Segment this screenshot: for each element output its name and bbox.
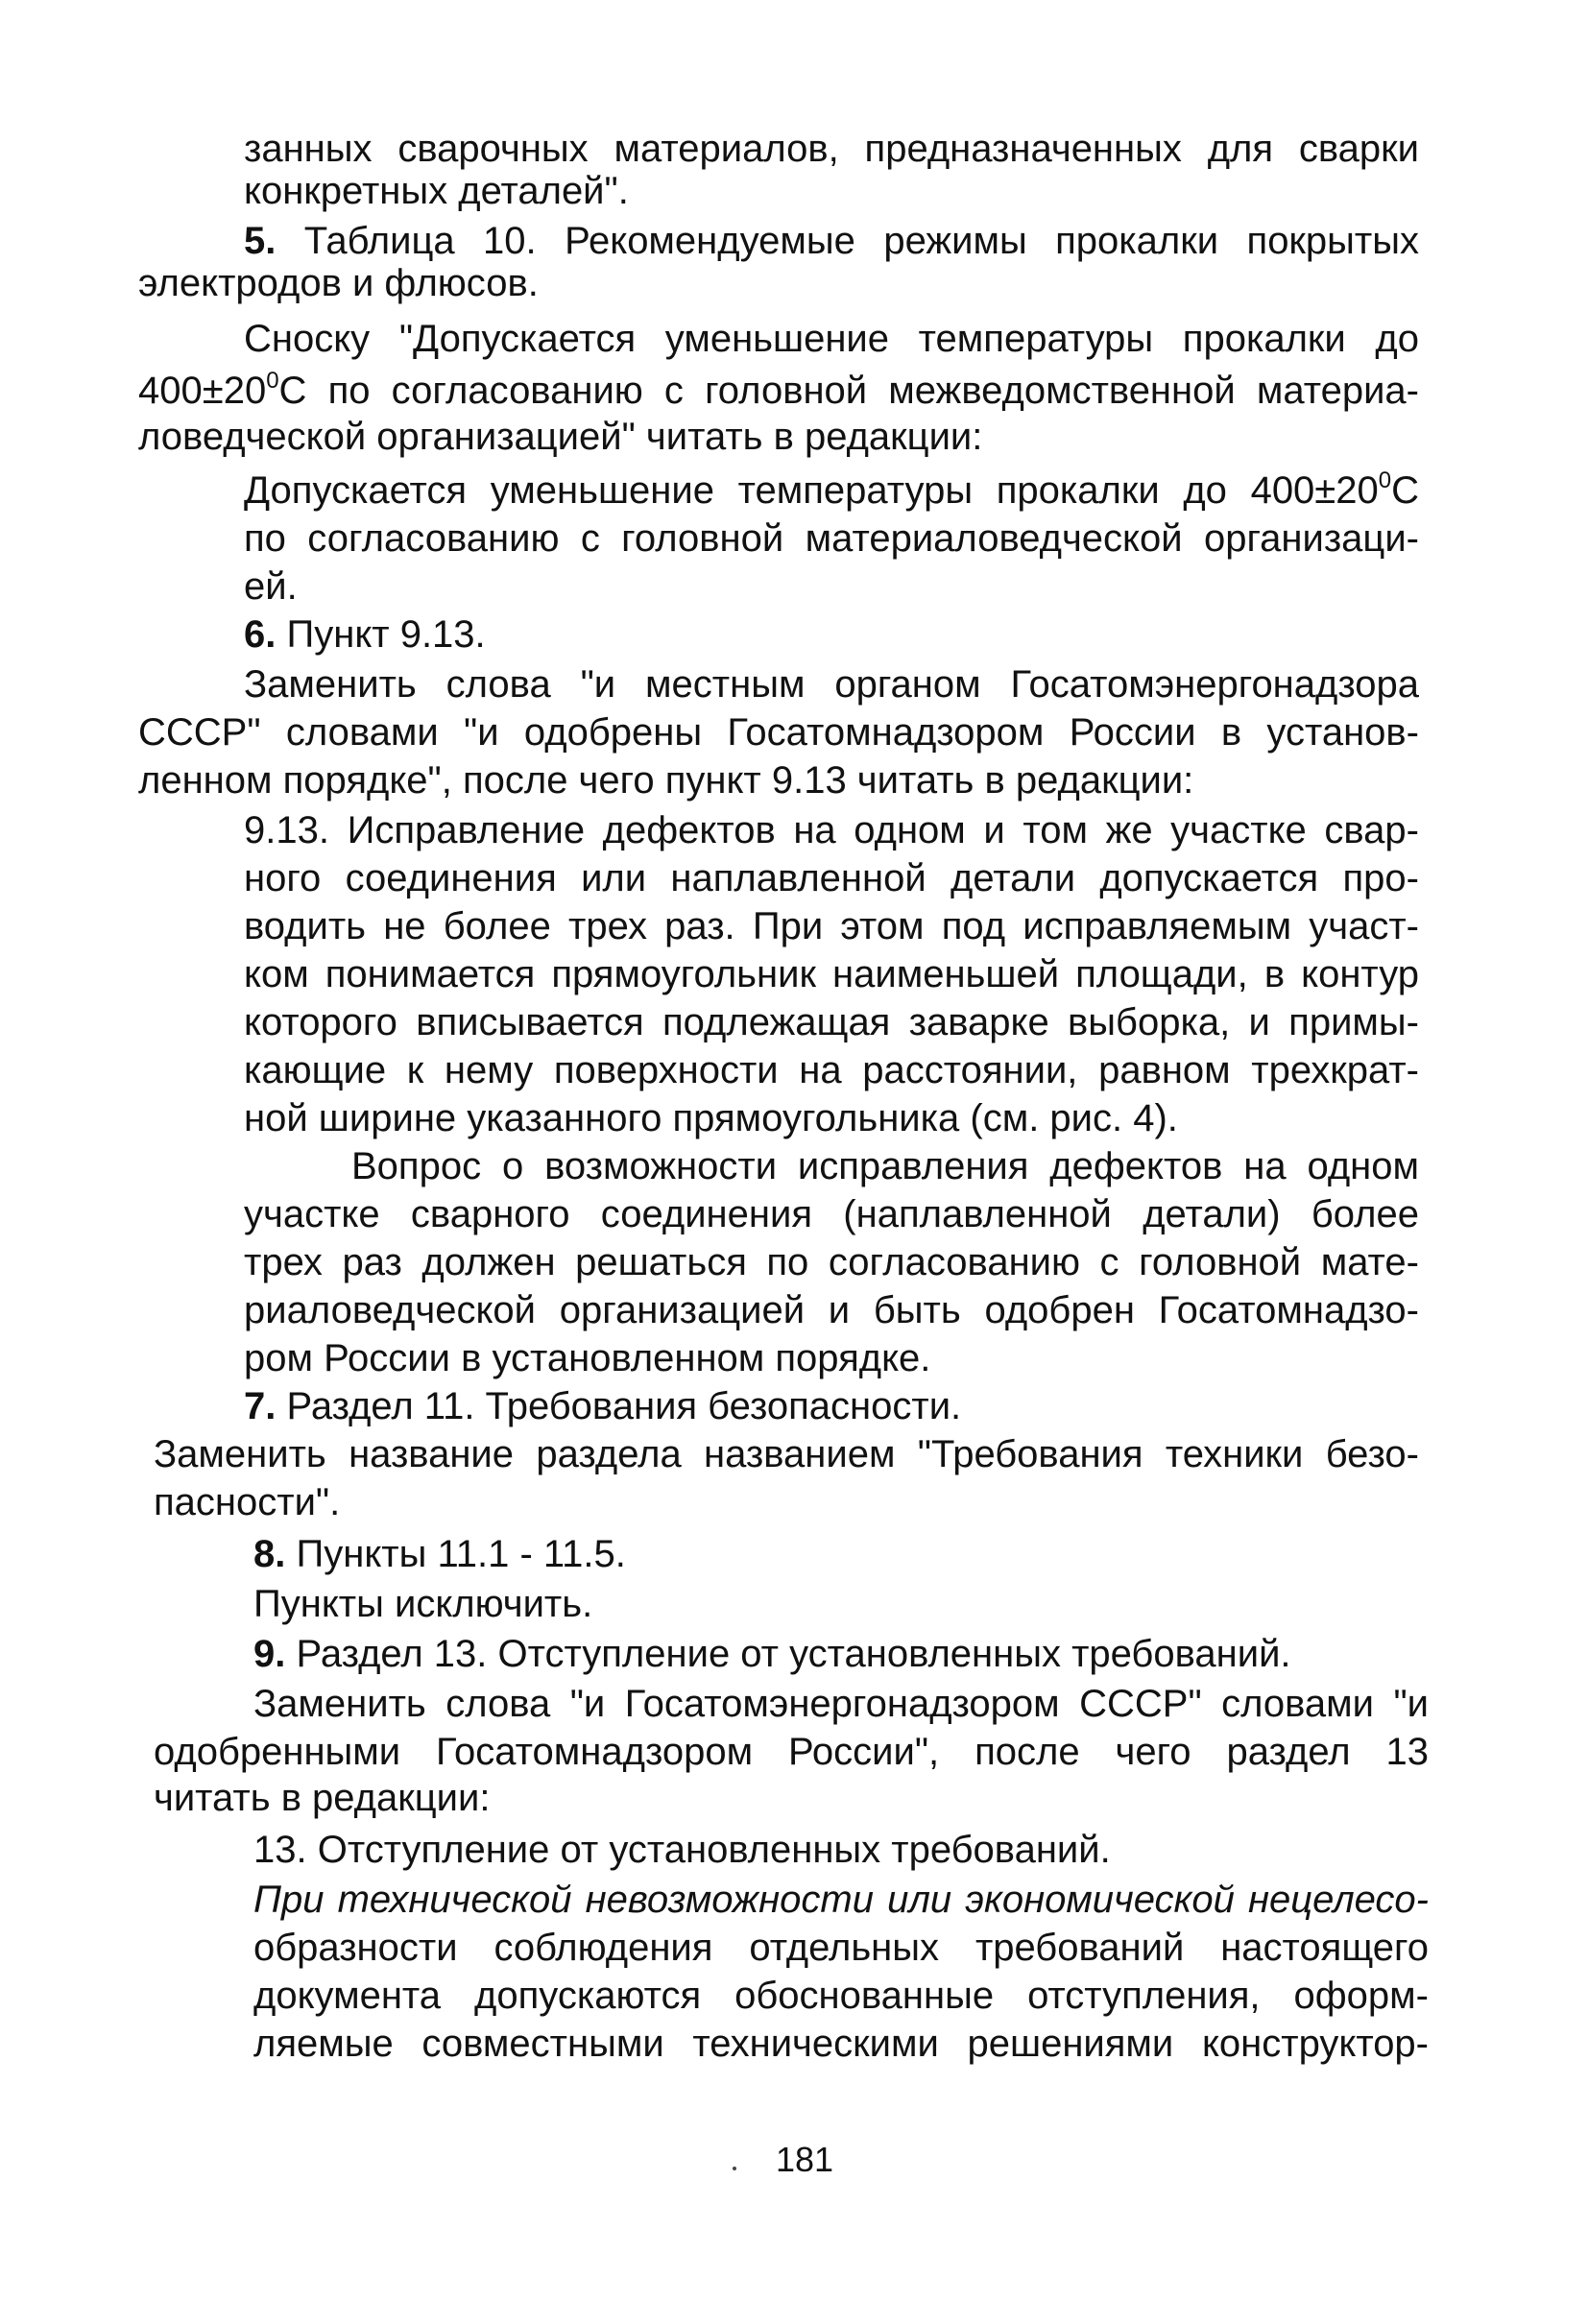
degree-superscript: 0: [266, 368, 279, 394]
text-line: [244, 167, 629, 215]
text-line: [138, 708, 1419, 756]
text-line-content: Пункт 9.13.: [276, 613, 486, 656]
amendment-item-9: [253, 1630, 1291, 1678]
text-line: [154, 1478, 340, 1526]
text-line: [138, 259, 539, 307]
text-line: [253, 1580, 592, 1628]
text-line: [253, 2020, 1429, 2068]
text-line-content: трех раз должен решаться по согласованию с головной мате-: [244, 1241, 1419, 1283]
text-line: [138, 413, 982, 461]
text-line-content: водить не более трех раз. При этом под исправляемым участ-: [244, 905, 1419, 947]
text-line: [244, 806, 1419, 854]
text-line-content: Вопрос о возможности исправления дефектов на одном: [351, 1145, 1419, 1187]
text-line: [253, 1972, 1429, 2020]
amendment-item-5: [244, 217, 1419, 265]
text-line-content: риаловедческой организацией и быть одобрен Госатомнадзо-: [244, 1289, 1419, 1331]
text-line: [138, 756, 1193, 804]
text-line-content: Сноску "Допускается уменьшение температуры прокалки до: [244, 318, 1419, 360]
text-line-content: одобренными Госатомнадзором России", после чего раздел 13: [154, 1731, 1429, 1773]
text-line-content: ей.: [244, 565, 298, 608]
text-line-content: Пункты 11.1 - 11.5.: [285, 1533, 626, 1575]
text-line-content: Допускается уменьшение температуры прокалки до 400±20: [244, 469, 1379, 512]
text-line: [244, 950, 1419, 998]
item-number: 6.: [244, 613, 277, 656]
text-line-content: 13. Отступление от установленных требований.: [253, 1829, 1111, 1871]
section-heading: [253, 1826, 1111, 1874]
text-line-content: 400±20: [138, 370, 267, 412]
text-line-content: Заменить название раздела названием "Требования техники безо-: [154, 1433, 1419, 1475]
text-line-content: ловедческой организацией" читать в редакции:: [138, 416, 983, 458]
text-line-content: читать в редакции:: [154, 1777, 491, 1819]
text-line-content: образности соблюдения отдельных требований настоящего: [253, 1927, 1429, 1969]
text-line-content: Таблица 10. Рекомендуемые режимы прокалки покрытых: [276, 220, 1419, 262]
text-line-content: 9.13. Исправление дефектов на одном и том же участке свар-: [244, 809, 1419, 851]
text-line: [244, 1286, 1419, 1334]
text-line-content: участке сварного соединения (наплавленной детали) более: [244, 1193, 1419, 1235]
text-line: [253, 1876, 1429, 1924]
text-line: [244, 1190, 1419, 1238]
text-line: [154, 1728, 1429, 1776]
text-line-content: электродов и флюсов.: [138, 262, 539, 304]
text-line: [244, 315, 1419, 363]
amendment-item-6: [244, 611, 486, 659]
text-line-content: С по согласованию с головной межведомственной материа-: [278, 370, 1419, 412]
item-number: 5.: [244, 220, 277, 262]
degree-superscript: 0: [1378, 467, 1392, 493]
text-line-content: которого вписывается подлежащая заварке выборка, и примы-: [244, 1001, 1419, 1043]
text-line: [244, 998, 1419, 1046]
text-line-content: ного соединения или наплавленной детали допускается про-: [244, 857, 1419, 899]
text-line-content: ленном порядке", после чего пункт 9.13 читать в редакции:: [138, 759, 1194, 802]
text-line-content: Раздел 13. Отступление от установленных требований.: [285, 1633, 1291, 1675]
text-line-content: по согласованию с головной материаловедческой организаци-: [244, 517, 1419, 560]
text-line: [138, 367, 1419, 415]
text-line-content: Пункты исключить.: [253, 1583, 593, 1625]
text-line: [244, 1334, 930, 1382]
text-line: [253, 1924, 1429, 1972]
text-line-content: С: [1391, 469, 1419, 512]
scan-speck: [733, 2167, 736, 2170]
page-number: 181: [776, 2140, 834, 2179]
text-line-content: СССР" словами "и одобрены Госатомнадзором России в установ-: [138, 711, 1419, 754]
text-line: [244, 125, 1419, 173]
text-line: [154, 1774, 490, 1822]
item-number: 9.: [253, 1633, 286, 1675]
text-line-content: ляемые совместными техническими решениями конструктор-: [253, 2023, 1429, 2065]
item-number: 7.: [244, 1385, 277, 1427]
text-line: [244, 467, 1419, 515]
text-line-content: Раздел 11. Требования безопасности.: [276, 1385, 962, 1427]
item-number: 8.: [253, 1533, 286, 1575]
text-line-content: ной ширине указанного прямоугольника (см. рис. 4).: [244, 1097, 1178, 1139]
amendment-item-8: [253, 1530, 626, 1578]
text-line-content: ром России в установленном порядке.: [244, 1337, 931, 1379]
text-line-content: Заменить слова "и Госатомэнергонадзором СССР" словами "и: [253, 1683, 1429, 1725]
text-line-content: кающие к нему поверхности на расстоянии, равном трехкрат-: [244, 1049, 1419, 1091]
text-line-content: документа допускаются обоснованные отступления, оформ-: [253, 1975, 1429, 2017]
text-line: [244, 902, 1419, 950]
text-line: [244, 1094, 1178, 1142]
text-line-content: пасности".: [154, 1481, 341, 1523]
text-line: [244, 515, 1419, 563]
text-line: [253, 1680, 1429, 1728]
text-line-content: ком понимается прямоугольник наименьшей площади, в контур: [244, 953, 1419, 995]
text-line: [351, 1142, 1419, 1190]
text-line-content: конкретных деталей".: [244, 170, 629, 212]
text-line: [244, 660, 1419, 708]
text-line-content: При технической невозможности или экономической нецелесо-: [253, 1879, 1429, 1921]
text-line: [244, 854, 1419, 902]
text-line-content: занных сварочных материалов, предназначенных для сварки: [244, 128, 1419, 170]
text-line: [244, 1046, 1419, 1094]
text-line: [244, 563, 298, 611]
text-line: [154, 1430, 1419, 1478]
text-line-content: Заменить слова "и местным органом Госатомэнергонадзора: [244, 663, 1419, 706]
amendment-item-7: [244, 1382, 961, 1430]
text-line: [244, 1238, 1419, 1286]
